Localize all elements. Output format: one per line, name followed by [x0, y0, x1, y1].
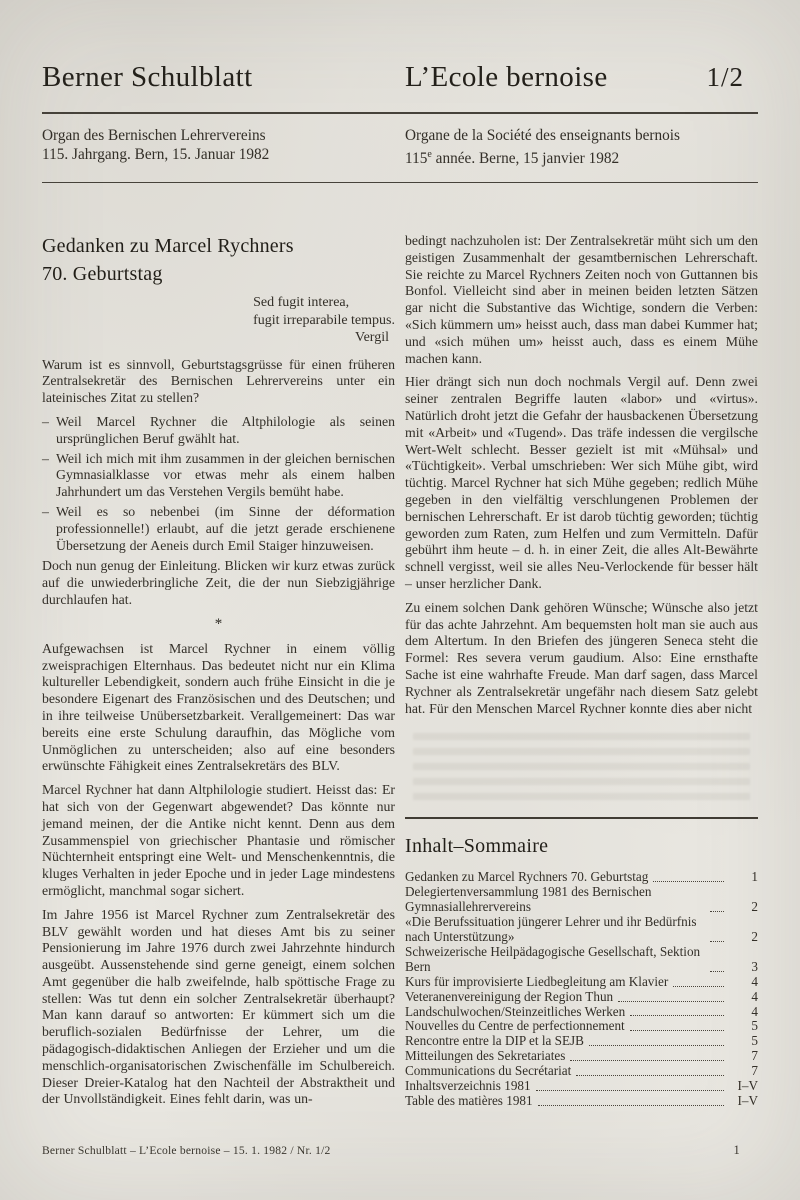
dot-leader: [538, 1105, 724, 1106]
toc-entry-page: 7: [751, 1063, 758, 1079]
dash-marker: –: [42, 450, 49, 466]
toc-entry: [405, 870, 758, 885]
article-title: [42, 233, 395, 288]
toc-entry-page: 5: [751, 1018, 758, 1034]
bullet-text: Weil es so nebenbei (im Sinne der déformation professionnelle!) erlaubt, auf die jetzt gerade erschienene Übersetzung der Aeneis durch Emil Staiger hinzuweisen.: [56, 503, 395, 553]
epigraph: [253, 294, 395, 347]
volume-rest-fr: année. Berne, 15 janvier 1982: [431, 150, 620, 168]
toc-entry: [405, 1079, 758, 1094]
toc-rule: [405, 817, 758, 819]
toc-entry: [405, 1005, 758, 1020]
volume-number-fr: 115: [405, 150, 428, 168]
scan-bleedthrough-texture: [413, 729, 750, 807]
dot-leader: [576, 1075, 724, 1076]
toc-entry-label: Veteranenvereinigung der Region Thun: [405, 988, 614, 1004]
toc-entry-page: 3: [751, 958, 758, 974]
paragraph: Marcel Rychner hat dann Altphilologie studiert. Heisst das: Er hat sich von der Gegenwart abgewendet? Das könnte nur jemand meinen, der die Antike nicht kennt. Denn aus dem Zusammenspiel von griechischer Phantasie und römischer Nüchternheit entspringt eine Welt- und Menschenkenntnis, die kluges Verhalten in jeder Epoche und in jeder Lage mindestens ermöglicht, manchmal sogar sichert.: [42, 782, 395, 898]
toc-entry: [405, 1064, 758, 1079]
table-of-contents: [405, 870, 758, 1109]
dot-leader: [653, 881, 724, 882]
toc-entry-label: Schweizerische Heilpädagogische Gesellschaft, Sektion Bern: [405, 943, 701, 974]
volume-line-fr: [405, 145, 758, 168]
page-number: 1: [733, 1143, 740, 1157]
article-title-line2: 70. Geburtstag: [42, 262, 163, 285]
toc-entry-label: Nouvelles du Centre de perfectionnement: [405, 1018, 625, 1034]
dot-leader: [630, 1015, 724, 1016]
masthead: [42, 56, 758, 183]
bullet-item: [42, 414, 395, 448]
toc-entry-label: Kurs für improvisierte Liedbegleitung am Klavier: [405, 973, 669, 989]
masthead-title-de: Berner Schulblatt: [42, 61, 253, 93]
page-footer: [42, 1143, 758, 1158]
organ-line-fr: Organe de la Société des enseignants bernois: [405, 127, 680, 144]
volume-line-de: 115. Jahrgang. Bern, 15. Januar 1982: [42, 146, 270, 163]
dash-marker: –: [42, 503, 49, 519]
article-title-line1: Gedanken zu Marcel Rychners: [42, 235, 294, 258]
epigraph-attribution: Vergil: [355, 330, 389, 346]
toc-entry-label: Delegiertenversammlung 1981 des Bernischen Gymnasiallehrervereins: [405, 884, 652, 915]
paragraph: Doch nun genug der Einleitung. Blicken wir kurz etwas zurück auf die unwiederbringliche Zeit, die der nun Siebzigjährige durchlaufen hat.: [42, 558, 395, 607]
masthead-rule-top: [42, 112, 758, 114]
organ-line-de: Organ des Bernischen Lehrervereins: [42, 127, 266, 144]
dot-leader: [710, 941, 724, 942]
masthead-title-fr: L’Ecole bernoise: [405, 61, 608, 93]
toc-entry-label: Inhaltsverzeichnis 1981: [405, 1078, 531, 1094]
toc-entry: [405, 1034, 758, 1049]
right-column: [405, 233, 758, 1109]
toc-entry-page: 4: [751, 973, 758, 989]
epigraph-line: fugit irreparabile tempus.: [253, 312, 395, 328]
dot-leader: [570, 1060, 724, 1061]
left-column: [42, 233, 395, 1115]
toc-entry-label: Gedanken zu Marcel Rychners 70. Geburtstag: [405, 869, 649, 885]
toc-entry-page: 4: [751, 988, 758, 1004]
toc-entry: [405, 915, 758, 945]
bullet-item: [42, 504, 395, 554]
dot-leader: [536, 1090, 724, 1091]
toc-heading: Inhalt–Sommaire: [405, 835, 549, 858]
bullet-list: [42, 414, 395, 554]
dot-leader: [673, 986, 724, 987]
paragraph: Aufgewachsen ist Marcel Rychner in einem völlig zweisprachigen Elternhaus. Das bedeutet nicht nur ein Klima kultureller Lebendigkeit, sondern auch frühe Einsicht in die je besondere Eigenart des Französischen und des Deutschen; und in ihre teilweise Unübersetzbarkeit. Verallgemeinert: Das war bereits eine erste Schulung daraufhin, das Mögliche vom Unmöglichen zu unterscheiden; also auf eine besonders erwünschte Fähigkeit eines Zentralsekretärs des BLV.: [42, 640, 395, 774]
masthead-rule-bottom: [42, 182, 758, 183]
section-divider-asterisk: *: [214, 615, 223, 632]
dot-leader: [710, 911, 724, 912]
article-body: [42, 233, 758, 1115]
toc-entry: [405, 1094, 758, 1109]
toc-entry-page: 7: [751, 1048, 758, 1064]
toc-entry-label: Landschulwochen/Steinzeitliches Werken: [405, 1003, 626, 1019]
paragraph: Im Jahre 1956 ist Marcel Rychner zum Zentralsekretär des BLV gewählt worden und hat dieses Amt bis zu seiner Pensionierung im Jahre 1976 durch zwei Jahrzehnte hindurch ausgeübt. Aussenstehende sind gerne geneigt, einem solchen Amt gegenüber die halb zweifelnde, halb spöttische Frage zu stellen: Was tut denn ein solcher Zentralsekretär überhaupt? Man kann darauf so antworten: Er kümmert sich um die beruflich-sozialen Bedürfnisse der Lehrer, um die pädagogisch-didaktischen Anliegen der Erzieher und um die menschlich-organisatorischen Zwischenfälle im Schulbereich. Dieser Dreier-Katalog hat den Nachteil der Abstraktheit und der Unvollständigkeit. Eines fehlt darin, was un-: [42, 906, 395, 1107]
dot-leader: [710, 971, 724, 972]
toc-entry-page: I–V: [737, 1093, 758, 1108]
bullet-text: Weil Marcel Rychner die Altphilologie als seinen ursprünglichen Beruf gwählt hat.: [56, 413, 395, 446]
volume-ordinal-sup: e: [427, 149, 432, 160]
toc-entry-label: Communications du Secrétariat: [405, 1063, 572, 1079]
issue-number: 1/2: [706, 62, 744, 92]
toc-entry-label: Table des matières 1981: [405, 1093, 533, 1108]
toc-entry-page: 2: [751, 929, 758, 945]
toc-entry: [405, 990, 758, 1005]
toc-entry-page: 4: [751, 1003, 758, 1019]
toc-entry: [405, 1019, 758, 1034]
paragraph: Zu einem solchen Dank gehören Wünsche; Wünsche also jetzt für das achte Jahrzehnt. Am bequemsten holt man sie auch aus dem Altertum. In den Briefen des jüngeren Seneca steht die Formel: Res severa verum gaudium. Also: Eine ernsthafte Sache ist eine wahrhafte Freude. Man darf sagen, dass Marcel Rychner als Zentralsekretär ungefähr nach diesem Satz gelebt hat. Für den Menschen Marcel Rychner konnte dies aber nicht: [405, 599, 758, 716]
bullet-text: Weil ich mich mit ihm zusammen in der gleichen bernischen Gymnasialklasse vor etwas mehr als einem halben Jahrhundert um das Verstehen Vergils bemüht habe.: [56, 450, 395, 500]
toc-entry-page: I–V: [737, 1078, 758, 1094]
toc-entry: [405, 975, 758, 990]
dash-marker: –: [42, 413, 49, 429]
paragraph: Warum ist es sinnvoll, Geburtstagsgrüsse für einen früheren Zentralsekretär des Bernischen Lehrervereins unter ein lateinisches Zitat zu stellen?: [42, 356, 395, 406]
bullet-item: [42, 451, 395, 501]
toc-entry-label: Mitteilungen des Sekretariates: [405, 1048, 566, 1064]
toc-entry-page: 1: [751, 869, 758, 885]
dot-leader: [618, 1001, 724, 1002]
footer-imprint: Berner Schulblatt – L’Ecole bernoise – 15. 1. 1982 / Nr. 1/2: [42, 1144, 331, 1157]
toc-entry: [405, 945, 758, 975]
toc-entry-page: 5: [751, 1033, 758, 1049]
paragraph: bedingt nachzuholen ist: Der Zentralsekretär müht sich um den geistigen Zusammenhalt der gesamtbernischen Lehrerschaft. Sie reichte zu Marcel Rychners Zeiten noch von Guttannen bis Bonfol. Vielleicht sind aber in meinen beiden letzten Sätzen gar nicht die Substantive das Wichtige, sondern die Verben: «Sich kümmern um» heisst auch, dass man dabei Kummer hat; und «sich mühen um» heisst auch, dass es einem Mühe machen kann.: [405, 233, 758, 366]
toc-entry-label: Rencontre entre la DIP et la SEJB: [405, 1033, 584, 1049]
epigraph-line: Sed fugit interea,: [253, 295, 350, 311]
toc-entry: [405, 1049, 758, 1064]
toc-entry-page: 2: [751, 899, 758, 915]
toc-entry: [405, 885, 758, 915]
toc-entry-label: «Die Berufssituation jüngerer Lehrer und ihr Bedürfnis nach Unterstützung»: [405, 914, 697, 945]
paragraph: Hier drängt sich nun doch nochmals Vergil auf. Denn zwei seiner zentralen Begriffe lauten «labor» und «virtus». Natürlich droht jetzt die Gefahr der hausbackenen Übersetzung mit «Arbeit» und «Tugend». Das träfe indessen die vergilsche Wert-Welt schlecht. Besser gezielt ist mit «Mühsal» und «Tüchtigkeit». Verbal umschrieben: Wer sich Mühe gibt, wird tüchtig. Marcel Rychner hat sich Mühe gegeben; redlich Mühe gegeben in den vielfältig verschlungenen Problemen der bernischen Lehrerschaft. Er ist darob tüchtig geworden; tüchtig geworden zum Raten, zum Helfen und zum Vermitteln. Dafür gebührt ihm heute – d. h. in einer Zeit, die alles Alt-Bewährte schnell vergisst, weil sie alles Neu-Verlockende für besser hält – unser herzlicher Dank.: [405, 374, 758, 592]
dot-leader: [589, 1045, 724, 1046]
dot-leader: [630, 1030, 724, 1031]
